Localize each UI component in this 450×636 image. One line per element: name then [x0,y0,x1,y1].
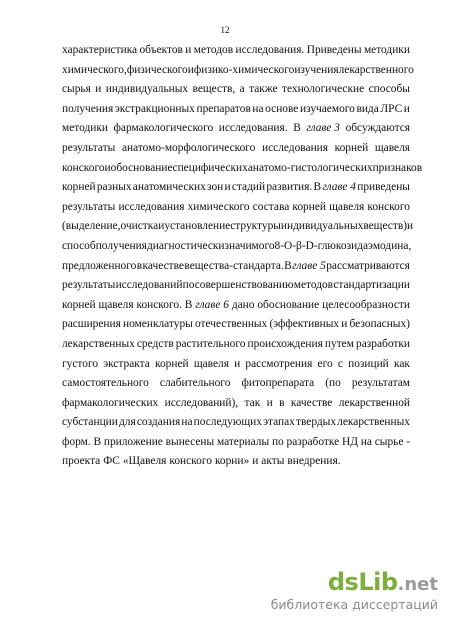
dslib-logo [271,568,438,596]
word: и [224,181,231,194]
text-line [62,257,410,277]
word: получения [62,102,114,115]
word: В [284,259,292,272]
word: зон [207,181,224,194]
word: в [136,259,143,272]
word: В [293,122,301,135]
word: корни» [214,455,250,468]
watermark-logo-text: dsLib [327,568,398,596]
word: исследования. [218,122,288,135]
word: основе [265,102,299,115]
word: объектов [139,44,183,56]
word: ЛРС [380,102,403,115]
word: характеристика [62,44,138,56]
text-line [62,139,410,159]
word: физико-химического [193,63,295,76]
word: специфических [172,161,248,174]
word: Приведены [306,44,362,56]
word: стандартизации [333,279,410,292]
word: В [313,181,322,194]
word: «Щавеля [122,455,167,468]
word: индивидуальных [280,220,364,233]
word: обоснование [257,298,320,311]
text-line [62,178,410,198]
word: рассмотрения [245,357,313,370]
word: веществ) [363,220,407,233]
word: лекарственных [337,416,410,429]
word: диагностически [146,239,225,252]
watermark-tagline: библиотека диссертаций [270,597,438,612]
word: препаратов [196,102,251,115]
word: установление [164,220,231,233]
word: отечественных [194,318,268,331]
word: средств [136,337,174,350]
word: исследования [262,141,329,154]
word: на [181,416,193,429]
word: происхождения [247,337,323,350]
word: так [244,396,261,409]
word: веществ, [192,83,236,96]
word: изучаемого [299,102,355,115]
text-line [62,61,414,81]
word: по [182,279,195,292]
text-line [62,198,410,218]
text-line [62,296,410,316]
word: фармакологических [62,396,159,409]
word: вынесены [165,435,215,448]
text-line [62,452,410,472]
word: химического [187,200,250,213]
word: и [95,83,102,96]
word: (эффективных [269,318,340,331]
word: целесообразности [322,298,410,311]
word: результаты [62,200,116,213]
word: материалы [216,435,270,448]
word: конского [367,200,410,213]
word: и [266,396,273,409]
word: приложение [103,435,163,448]
word: а [239,83,245,96]
word: получения [95,239,147,252]
body-text [62,41,423,472]
word: слабительного [159,377,231,390]
word: конского [62,161,105,174]
word: качестве [142,259,184,272]
word: В [93,435,102,448]
word: - [406,435,410,448]
word: в [279,396,285,409]
word: и [407,220,414,233]
text-line [62,41,410,61]
word: и [187,63,194,76]
word: щавеля [374,141,410,154]
word: форм. [62,435,91,448]
text-line [62,119,410,139]
word: расширения [62,318,121,331]
word: анатомо-морфологического [121,141,256,154]
word: методов [293,279,334,292]
word: как [393,357,410,370]
dslib-watermark [271,568,438,612]
word: густого [62,357,99,370]
word: исследования. [235,44,305,56]
word: и [403,102,410,115]
word: этапах [263,416,295,429]
word: предложенного [62,259,137,272]
word: и [104,161,111,174]
word: безопасных) [349,318,410,331]
word: развития. [266,181,313,194]
word: разработке [286,435,340,448]
word: и [341,318,348,331]
word: анатомических [132,181,206,194]
text-line [62,100,410,120]
text-line [62,394,410,414]
word: и [158,220,165,233]
word: с [337,357,343,370]
word: растительного [175,337,246,350]
word: и [252,455,259,468]
word: признаков [372,161,423,174]
word: внедрения. [287,455,341,468]
word: сырья [62,83,91,96]
word: корней [292,200,326,213]
word: рассматриваются [326,259,410,272]
word: сырье [374,435,404,448]
word: главе 3 [306,122,340,135]
word: индивидуальных [105,83,189,96]
text-line [62,276,410,296]
word: создания [136,416,181,429]
word: лекарственной [338,396,410,409]
word: экстракта [103,357,150,370]
text-line [62,237,410,257]
word: химического, [62,63,127,76]
word: (выделение, [62,220,121,233]
word: фитопрепарата [241,377,315,390]
word: 8-О-β-D-глюкозида [274,239,369,252]
word: исследований [115,279,183,292]
word: проекта [62,455,101,468]
word: вида [356,102,379,115]
watermark-logo-tld: .net [397,574,438,595]
word: физического [126,63,188,76]
word: значимого [224,239,275,252]
page-number: 12 [220,25,230,35]
word: конского. [136,298,182,311]
word: состава [252,200,290,213]
word: результаты [62,141,116,154]
word: НД [341,435,358,448]
word: субстанции [62,416,118,429]
word: обсуждаются [345,122,410,135]
word: для [119,416,136,429]
word: изучения [294,63,339,76]
word: по [271,435,284,448]
word: вещества-стандарта. [184,259,284,272]
word: и [185,44,192,56]
word: приведены [357,181,410,194]
word: фармакологического [113,122,214,135]
text-line [62,159,423,179]
word: методики [62,122,108,135]
text-line [62,355,410,375]
word: главе 5 [292,259,326,272]
word: последующих [193,416,262,429]
word: также [249,83,278,96]
word: на [360,435,372,448]
word: акты [261,455,285,468]
word: дано [231,298,255,311]
word: его [317,357,333,370]
word: на [252,102,264,115]
word: методики [363,44,410,56]
word: эмодина, [368,239,412,252]
text-line [62,335,410,355]
word: корней [62,181,96,194]
word: конского [169,455,212,468]
word: позиций [348,357,389,370]
word: очистка [120,220,159,233]
word: щавеля [193,357,229,370]
text-line [62,217,414,237]
text-line [62,315,410,335]
word: номенклатуры [123,318,193,331]
word: способ [62,239,96,252]
word: структуры [230,220,281,233]
word: корней [62,298,96,311]
word: лекарственных [62,337,135,350]
word: самостоятельного [62,377,149,390]
word: и [234,357,241,370]
word: главе 4 [322,181,356,194]
word: экстракционных [114,102,195,115]
word: совершенствованию [194,279,294,292]
word: исследования [118,200,185,213]
word: разных [96,181,132,194]
word: В [184,298,193,311]
text-line [62,433,410,453]
word: результатам [351,377,410,390]
word: ФС [103,455,120,468]
word: способы [368,83,410,96]
word: результаты [62,279,116,292]
word: технологические [281,83,365,96]
word: щавеля [329,200,365,213]
text-line [62,413,410,433]
word: анатомо-гистологических [247,161,373,174]
word: исследований), [164,396,239,409]
word: разработки [356,337,410,350]
word: щавеля [98,298,134,311]
text-line [62,374,410,394]
word: стадий [231,181,266,194]
word: (по [325,377,341,390]
word: качестве [290,396,333,409]
word: корней [155,357,189,370]
text-line [62,80,410,100]
word: путем [324,337,354,350]
word: твердых [295,416,337,429]
word: обоснование [110,161,173,174]
word: корней [334,141,369,154]
word: лекарственного [338,63,414,76]
word: методов [193,44,234,56]
word: главе 6 [195,298,229,311]
